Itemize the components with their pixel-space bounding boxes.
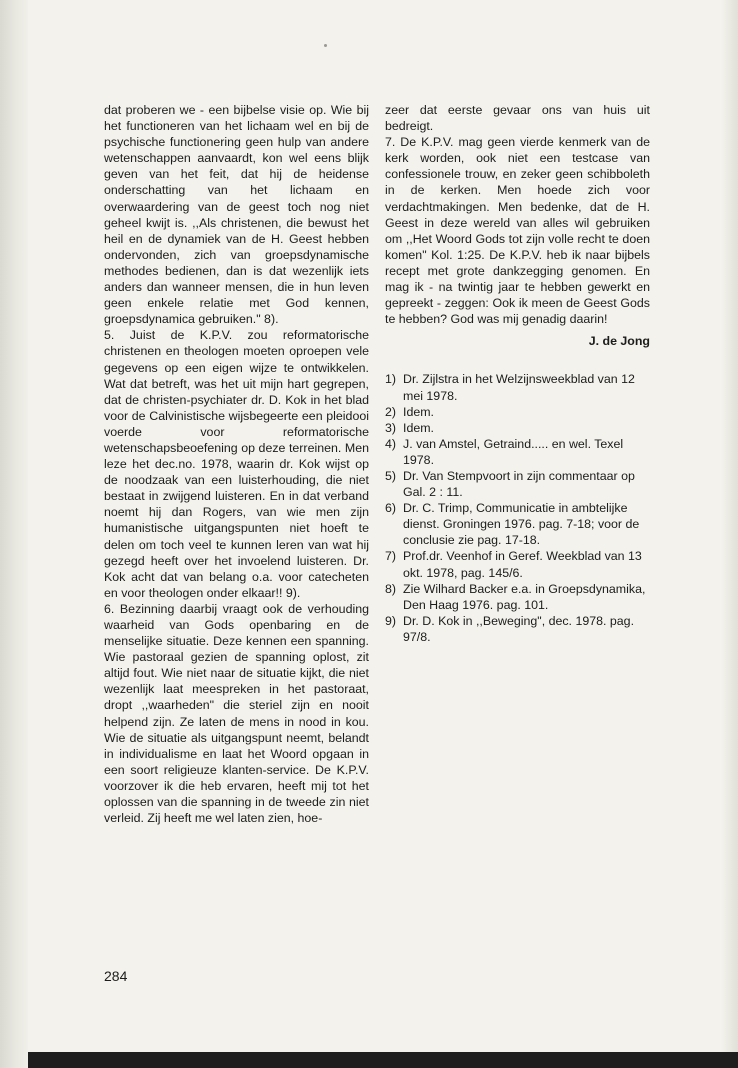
footnote-text: Dr. Zijlstra in het Welzijnsweekblad van 12 mei 1978. — [403, 372, 635, 403]
footnote-text: J. van Amstel, Getraind..... en wel. Texel 1978. — [403, 436, 624, 467]
footnote-number: 8) — [385, 581, 397, 596]
footnote-text: Idem. — [403, 404, 434, 419]
footnote — [385, 420, 650, 436]
scan-right-edge — [720, 0, 738, 1068]
scan-left-edge — [0, 0, 28, 1068]
footnote-number: 7) — [385, 549, 397, 564]
paper-speck — [324, 44, 327, 47]
right-column — [385, 102, 650, 645]
footnote — [385, 613, 650, 645]
footnote — [385, 371, 650, 403]
footnote-text: Zie Wilhard Backer e.a. in Groepsdynamika, Den Haag 1976. pag. 101. — [403, 581, 646, 612]
paragraph-point-5: 5. Juist de K.P.V. zou reformatorische christenen en theologen moeten oproepen vele gegevens op een eigen wijze te ontwikkelen. Wat dat betreft, was het uit mijn hart gegrepen, dat de christen-psychiater dr. D. Kok in het blad voor de Calvinistische wijsbegeerte een pleidooi voerde voor reformatorische wetenschapsbeoefening op deze terreinen. Men leze het dec.no. 1978, waarin dr. Kok wijst op de noodzaak van een luisterhouding, die niet bestaat in zwijgend luisteren. En in dat verband noemt hij dan Rogers, van wie men zijn humanistische uitgangspunten niet hoeft te delen om toch veel te kunnen leren van wat hij gezegd heeft over het invoelend luisteren. Dr. Kok acht dat van belang o.a. voor catecheten en voor theologen onder elkaar!! 9). — [104, 328, 369, 600]
paragraph-continuation-right: zeer dat eerste gevaar ons van huis uit bedreigt. — [385, 103, 650, 134]
footnote-text: Idem. — [403, 420, 434, 435]
footnote-number: 3) — [385, 420, 397, 435]
footnote-number: 6) — [385, 501, 397, 516]
paragraph-point-7: 7. De K.P.V. mag geen vierde kenmerk van de kerk worden, ook niet een testcase van confessionele trouw, en zeker geen schibboleth in de kerken. Men hoede zich voor verdachtmakingen. Men bedenke, dat de H. Geest in deze wereld van alles wil gebruiken om ,,Het Woord Gods tot zijn volle recht te doen komen" Kol. 1:25. De K.P.V. heb ik naar bijbels recept met grote dankzegging genomen. En mag ik - na twintig jaar te hebben gewerkt en gepreekt - zeggen: Ook ik meen de Geest Gods te hebben? God was mij genadig daarin! — [385, 135, 650, 327]
footnote — [385, 500, 650, 548]
footnote — [385, 468, 650, 500]
paragraph-point-6: 6. Bezinning daarbij vraagt ook de verhouding waarheid van Gods openbaring en de menselijke situatie. Deze kennen een spanning. Wie pastoraal gezien de spanning oplost, zit altijd fout. Wie niet naar de situatie kijkt, die niet wezenlijk laat meespreken in het pastoraat, dropt ,,waarheden" die steriel zijn en nooit helpend zijn. Ze laten de mens in nood in kou. Wie de situatie als uitgangspunt neemt, belandt in individualisme en laat het Woord opgaan in een soort religieuze klanten-service. De K.P.V. voorzover ik die heb ervaren, heeft mij tot het oplossen van die spanning in de tweede zin niet verleid. Zij heeft me wel laten zien, hoe- — [104, 601, 369, 826]
page-number: 284 — [104, 968, 128, 984]
footnote-number: 2) — [385, 404, 397, 419]
footnote-text: Prof.dr. Veenhof in Geref. Weekblad van 13 okt. 1978, pag. 145/6. — [403, 549, 642, 580]
footnote — [385, 404, 650, 420]
left-column — [104, 102, 369, 826]
footnote — [385, 548, 650, 580]
author-signature: J. de Jong — [588, 334, 650, 349]
footnote-number: 9) — [385, 613, 397, 628]
footnote-text: Dr. Van Stempvoort in zijn commentaar op Gal. 2 : 11. — [403, 468, 635, 500]
footnote-text: Dr. D. Kok in ,,Beweging", dec. 1978. pag. 97/8. — [403, 613, 635, 644]
footnote-text: Dr. C. Trimp, Communicatie in ambtelijke dienst. Groningen 1976. pag. 7-18; voor de conclusie zie pag. 17-18. — [403, 501, 640, 548]
footnotes-list — [385, 371, 650, 645]
footnote — [385, 436, 650, 468]
footnote-number: 1) — [385, 372, 397, 387]
footnote-number: 4) — [385, 436, 397, 451]
scan-bottom-edge — [28, 1052, 738, 1068]
paragraph-continuation: dat proberen we - een bijbelse visie op. Wie bij het functioneren van het lichaam wel en bij de psychische functionering geen hulp van andere wetenschappen aanvaardt, kon wel eens blijk geven van het feit, dat hij de heidense onderschatting van het lichaam en overwaardering van de geest toch nog niet geheel kwijt is. ,,Als christenen, die bewust het heil en de dynamiek van de H. Geest hebben ondervonden, zich van groepsdynamische methodes bedienen, dan is dat wezenlijk iets anders dan wanneer mensen, die in hun leven geen enkele relatie met God kennen, groepsdynamica gebruiken." 8). — [104, 103, 369, 327]
footnote-number: 5) — [385, 468, 397, 483]
footnote — [385, 581, 650, 613]
